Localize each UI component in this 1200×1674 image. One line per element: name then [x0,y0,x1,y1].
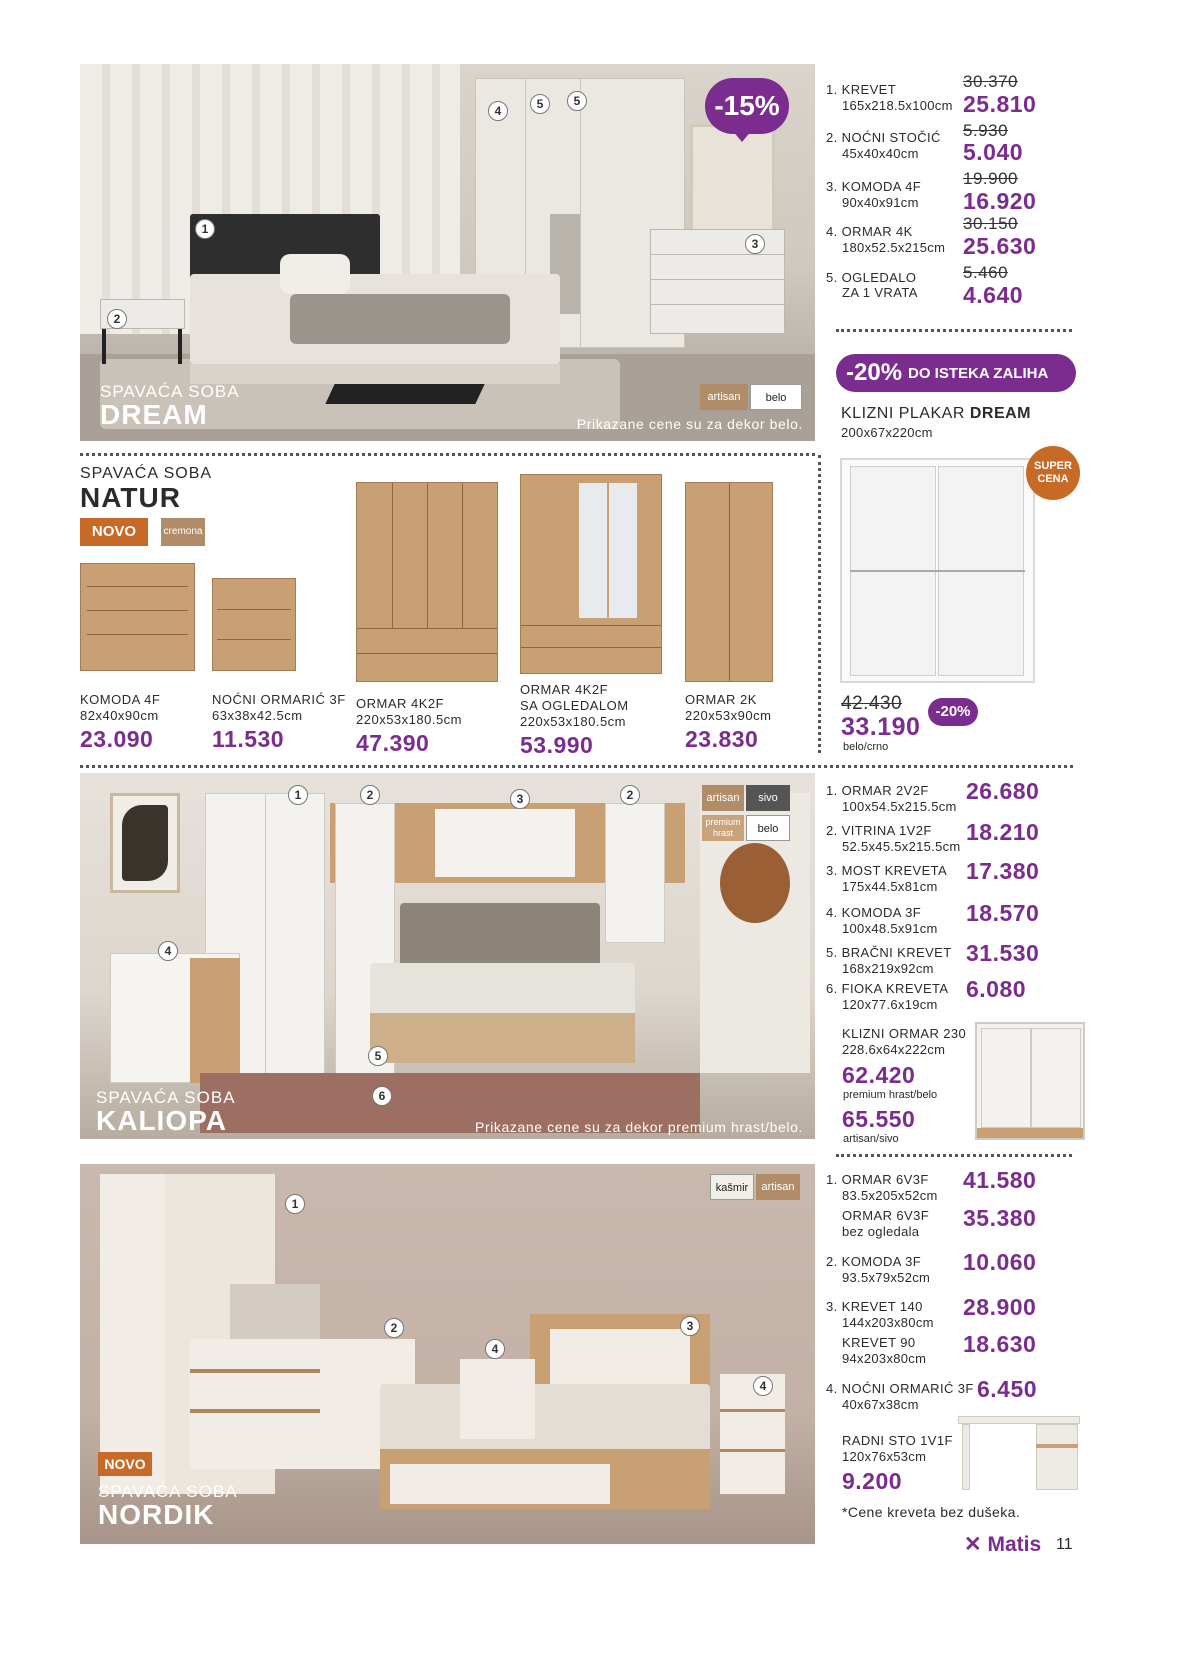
kaliopa-item-6-dim: 120x77.6x19cm [842,997,938,1012]
marker-3: 3 [745,234,765,254]
natur-product-2-name: NOĆNI ORMARIĆ 3F [212,692,346,707]
kaliopa-photo [80,773,815,1139]
kaliopa-caption-small: SPAVAĆA SOBA [96,1088,236,1107]
radni-sto-image [958,1416,1080,1492]
natur-product-4-name: ORMAR 4K2F [520,682,609,697]
kaliopa-item-2-dim: 52.5x45.5x215.5cm [842,839,961,854]
kaliopa-note: Prikazane cene su za dekor premium hrast/belo. [475,1119,803,1135]
klizni-banner-percent: -20% [846,359,903,386]
klizni-plakar-image [840,458,1035,683]
kaliopa-klizni-image [975,1022,1085,1140]
dream-item-2-dim: 45x40x40cm [842,146,919,161]
nordik-swatch-kasmir: kašmir [710,1174,754,1200]
kaliopa-swatch-sivo: sivo [746,785,790,811]
nordik-item-4-price: 28.900 [963,1294,1037,1320]
dream-item-5-name2: ZA 1 VRATA [842,285,918,300]
marker-5a: 5 [530,94,550,114]
nordik-item-4-dim: 144x203x80cm [842,1315,934,1330]
swatch-artisan: artisan [700,384,748,410]
natur-nocni-image [212,578,296,671]
dream-item-3-name: 3. KOMODA 4F [826,179,922,194]
kaliopa-marker-4: 4 [158,941,178,961]
discount-badge-text: -15% [714,90,780,121]
nordik-item-2-name: ORMAR 6V3F [842,1208,930,1223]
nordik-footnote: *Cene kreveta bez dušeka. [842,1504,1021,1520]
nordik-marker-4a: 4 [485,1339,505,1359]
dream-item-3-dim: 90x40x91cm [842,195,919,210]
nordik-photo [80,1164,815,1544]
natur-product-4-price: 53.990 [520,732,594,758]
kaliopa-marker-3: 3 [510,789,530,809]
kaliopa-item-2-name: 2. VITRINA 1V2F [826,823,932,838]
kaliopa-klizni-finish1: premium hrast/belo [843,1089,938,1101]
divider-under-kaliopa [836,1154,1072,1157]
nordik-item-2-dim: bez ogledala [842,1224,920,1239]
dream-note: Prikazane cene su za dekor belo. [576,416,803,432]
klizni-plakar-discount [928,698,978,726]
natur-ormar-2k-image [685,482,773,682]
dream-item-4-dim: 180x52.5x215cm [842,240,946,255]
kaliopa-item-1-name: 1. ORMAR 2V2F [826,783,929,798]
nordik-item-1-dim: 83.5x205x52cm [842,1188,938,1203]
kaliopa-klizni-dim: 228.6x64x222cm [842,1042,946,1057]
kaliopa-swatch-belo: belo [746,815,790,841]
dream-item-2-name: 2. NOĆNI STOČIĆ [826,130,941,145]
nordik-marker-4b: 4 [753,1376,773,1396]
marker-1: 1 [195,219,215,239]
kaliopa-caption-big: KALIOPA [96,1105,227,1136]
divider-under-dream [80,453,815,456]
nordik-swatch-artisan: artisan [756,1174,800,1200]
dream-item-1-name: 1. KREVET [826,82,897,97]
klizni-banner [836,354,1076,392]
natur-product-1-price: 23.090 [80,726,154,752]
kaliopa-item-5-name: 5. BRAČNI KREVET [826,945,952,960]
nordik-item-5-price: 18.630 [963,1331,1037,1357]
natur-product-2-dim: 63x38x42.5cm [212,708,303,723]
kaliopa-marker-2a: 2 [360,785,380,805]
kaliopa-klizni-price2: 65.550 [842,1106,916,1132]
nordik-item-6-name: 4. NOĆNI ORMARIĆ 3F [826,1381,974,1396]
kaliopa-marker-2b: 2 [620,785,640,805]
natur-product-3-price: 47.390 [356,730,430,756]
dream-item-1-old: 30.370 [963,72,1018,91]
klizni-plakar-title-bold: DREAM [969,405,1031,422]
klizni-plakar-discount-text: -20% [935,703,971,720]
kaliopa-klizni-price1: 62.420 [842,1062,916,1088]
dream-item-5-name: 5. OGLEDALO [826,270,917,285]
nordik-item-6-dim: 40x67x38cm [842,1397,919,1412]
klizni-banner-text: DO ISTEKA ZALIHA [908,365,1049,382]
brand-logo-icon: ✕ [964,1533,982,1556]
dream-item-4-old: 30.150 [963,214,1018,233]
dream-caption-big: DREAM [100,399,208,430]
kaliopa-item-6-name: 6. FIOKA KREVETA [826,981,949,996]
brand-logo-text: Matis [987,1533,1042,1556]
kaliopa-swatch-premium-hrast: premium hrast [702,815,744,841]
dream-item-2-price: 5.040 [963,139,1024,165]
dream-item-2-old: 5.930 [963,121,1009,140]
klizni-plakar-old: 42.430 [841,693,903,714]
super-cena-line1: SUPER [1034,460,1072,472]
dream-photo [80,64,815,441]
kaliopa-item-4-name: 4. KOMODA 3F [826,905,922,920]
klizni-plakar-dim: 200x67x220cm [841,425,933,440]
nordik-radni-sto-dim: 120x76x53cm [842,1449,927,1464]
nordik-new-badge: NOVO [98,1452,152,1476]
kaliopa-item-5-price: 31.530 [966,940,1040,966]
kaliopa-item-4-dim: 100x48.5x91cm [842,921,938,936]
kaliopa-item-3-price: 17.380 [966,858,1040,884]
dream-item-5-price: 4.640 [963,282,1024,308]
divider-dream-right [836,329,1072,332]
kaliopa-klizni-name: KLIZNI ORMAR 230 [842,1026,967,1041]
swatch-belo: belo [750,384,802,410]
brand-logo [964,1532,1041,1557]
natur-product-1-name: KOMODA 4F [80,692,161,707]
nordik-item-1-name: 1. ORMAR 6V3F [826,1172,929,1187]
dream-item-3-old: 19.900 [963,169,1018,188]
nordik-caption-big: NORDIK [98,1499,215,1530]
natur-new-badge: NOVO [80,518,148,546]
dream-caption-small: SPAVAĆA SOBA [100,382,240,401]
klizni-plakar-title-prefix: KLIZNI PLAKAR [841,405,965,422]
kaliopa-swatch-artisan: artisan [702,785,744,811]
nordik-item-2-price: 35.380 [963,1205,1037,1231]
natur-product-3-dim: 220x53x180.5cm [356,712,463,727]
nordik-marker-2: 2 [384,1318,404,1338]
natur-product-5-name: ORMAR 2K [685,692,757,707]
klizni-plakar-title [841,405,1031,423]
natur-product-1-dim: 82x40x90cm [80,708,159,723]
kaliopa-item-3-name: 3. MOST KREVETA [826,863,948,878]
nordik-caption-small: SPAVAĆA SOBA [98,1482,238,1501]
marker-2: 2 [107,309,127,329]
dream-item-1-price: 25.810 [963,91,1037,117]
natur-komoda-image [80,563,195,671]
nordik-radni-sto-price: 9.200 [842,1468,903,1494]
kaliopa-item-4-price: 18.570 [966,900,1040,926]
nordik-marker-3: 3 [680,1316,700,1336]
nordik-item-1-price: 41.580 [963,1167,1037,1193]
natur-product-5-dim: 220x53x90cm [685,708,772,723]
page-number: 11 [1056,1536,1073,1553]
kaliopa-item-1-dim: 100x54.5x215.5cm [842,799,957,814]
kaliopa-item-2-price: 18.210 [966,819,1040,845]
natur-ormar-ogledalo-image [520,474,662,674]
natur-ormar-4k2f-image [356,482,498,682]
kaliopa-item-1-price: 26.680 [966,778,1040,804]
divider-vertical [818,455,821,753]
kaliopa-marker-5: 5 [368,1046,388,1066]
natur-product-3-name: ORMAR 4K2F [356,696,445,711]
nordik-item-3-name: 2. KOMODA 3F [826,1254,922,1269]
kaliopa-item-3-dim: 175x44.5x81cm [842,879,938,894]
klizni-plakar-finish: belo/crno [843,741,889,753]
marker-5b: 5 [567,91,587,111]
natur-product-4-dim: 220x53x180.5cm [520,714,627,729]
nordik-radni-sto-name: RADNI STO 1V1F [842,1433,953,1448]
kaliopa-klizni-finish2: artisan/sivo [843,1133,899,1145]
kaliopa-item-6-price: 6.080 [966,976,1027,1002]
natur-caption-small: SPAVAĆA SOBA [80,465,213,482]
divider-under-natur [80,765,1073,768]
super-cena-line2: CENA [1037,473,1069,485]
natur-product-5-price: 23.830 [685,726,759,752]
kaliopa-item-5-dim: 168x219x92cm [842,961,934,976]
kaliopa-marker-1: 1 [288,785,308,805]
natur-swatch: cremona [161,518,205,546]
klizni-plakar-price: 33.190 [841,713,921,741]
dream-item-5-old: 5.460 [963,263,1009,282]
kaliopa-marker-6: 6 [372,1086,392,1106]
nordik-item-5-name: KREVET 90 [842,1335,916,1350]
dream-item-1-dim: 165x218.5x100cm [842,98,953,113]
nordik-marker-1: 1 [285,1194,305,1214]
super-cena-badge [1026,446,1080,500]
natur-product-2-price: 11.530 [212,726,285,752]
nordik-item-6-price: 6.450 [977,1376,1038,1402]
nordik-item-5-dim: 94x203x80cm [842,1351,927,1366]
natur-caption-big: NATUR [80,482,181,513]
nordik-item-3-dim: 93.5x79x52cm [842,1270,931,1285]
discount-badge [705,78,789,134]
nordik-item-4-name: 3. KREVET 140 [826,1299,923,1314]
marker-4: 4 [488,101,508,121]
dream-item-4-price: 25.630 [963,233,1037,259]
nordik-item-3-price: 10.060 [963,1249,1037,1275]
dream-item-3-price: 16.920 [963,188,1037,214]
dream-item-4-name: 4. ORMAR 4K [826,224,913,239]
natur-product-4-name2: SA OGLEDALOM [520,698,629,713]
